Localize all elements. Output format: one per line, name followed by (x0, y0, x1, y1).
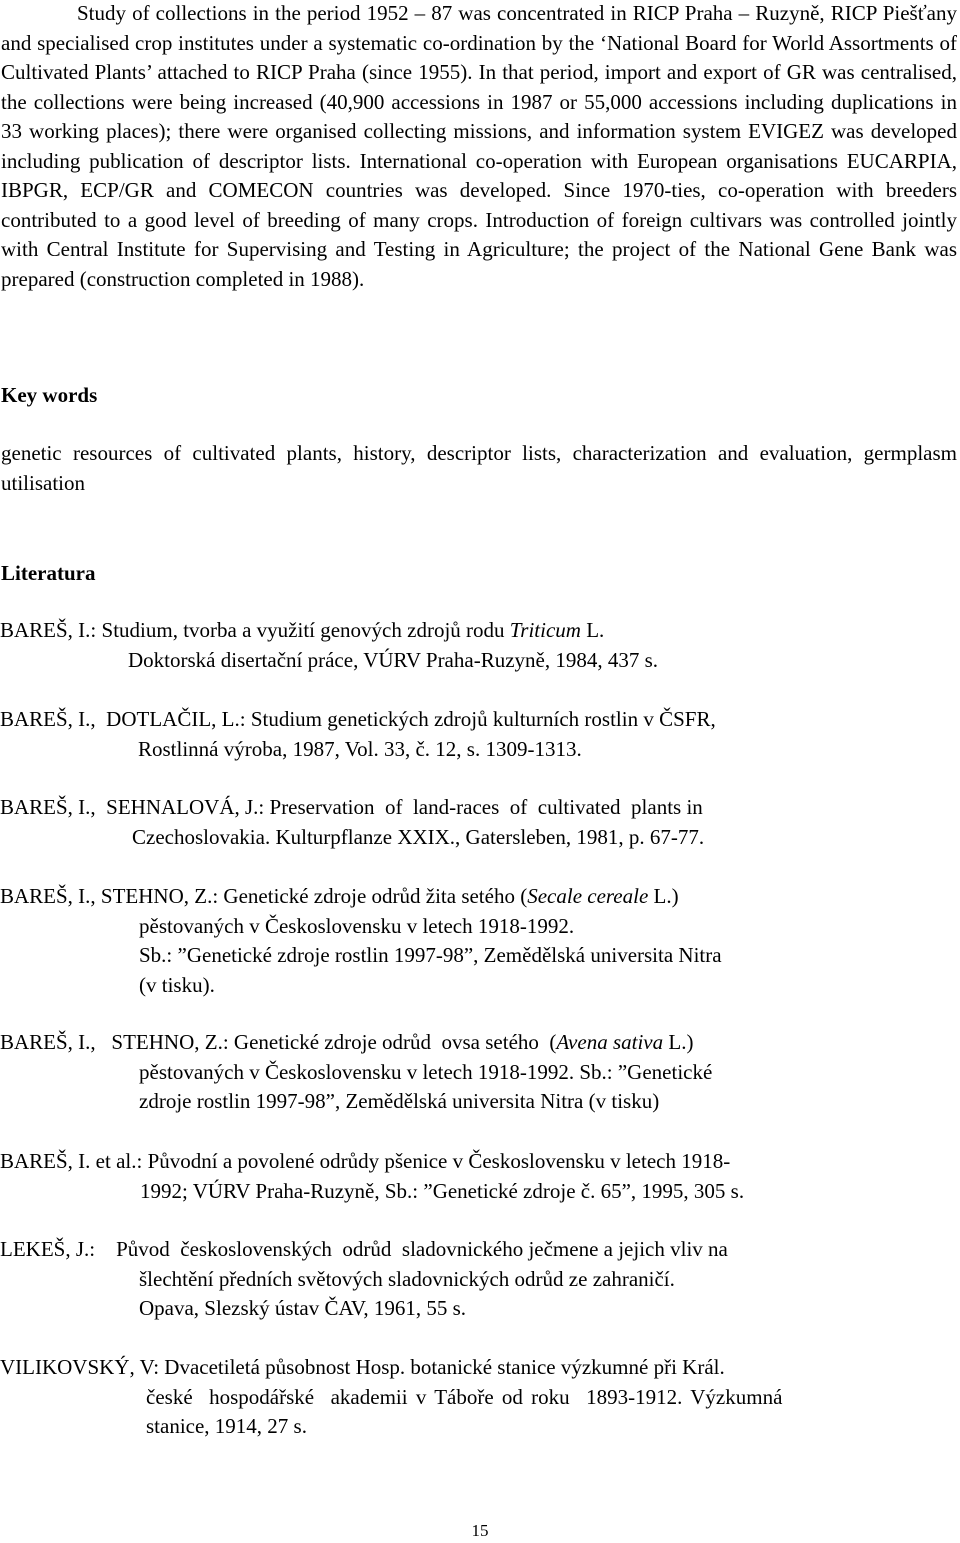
reference-line: stanice, 1914, 27 s. (146, 1414, 307, 1438)
reference-line: pěstovaných v Československu v letech 1918-1992. (139, 913, 575, 938)
reference-line: LEKEŠ, J.: Původ československých odrůd sladovnického ječmene a jejich vliv na (0, 1237, 728, 1261)
page-number: 15 (471, 1521, 489, 1540)
reference-line: pěstovaných v Československu v letech 1918-1992. Sb.: ”Genetické (139, 1059, 713, 1084)
reference-item (0, 1235, 728, 1324)
keywords-text: genetic resources of cultivated plants, history, descriptor lists, characterization and evaluation, germplasm utilisation (1, 441, 957, 495)
reference-line: BAREŠ, I., STEHNO, Z.: Genetické zdroje odrůd žita setého (Secale cereale L.) (0, 884, 679, 908)
reference-item (0, 1147, 744, 1206)
reference-line: Sb.: ”Genetické zdroje rostlin 1997-98”, Zemědělská universita Nitra (139, 943, 722, 967)
reference-item (0, 1028, 712, 1117)
reference-line: Czechoslovakia. Kulturpflanze XXIX., Gatersleben, 1981, p. 67-77. (132, 824, 705, 849)
reference-line: Doktorská disertační práce, VÚRV Praha-Ruzyně, 1984, 437 s. (128, 647, 659, 672)
reference-line: 1992; VÚRV Praha-Ruzyně, Sb.: ”Genetické zdroje č. 65”, 1995, 305 s. (140, 1178, 745, 1203)
reference-line: BAREŠ, I., SEHNALOVÁ, J.: Preservation of land-races of cultivated plants in (0, 795, 703, 819)
reference-item (0, 616, 658, 675)
reference-item (0, 705, 716, 764)
reference-line: VILIKOVSKÝ, V: Dvacetiletá působnost Hosp. botanické stanice výzkumné při Král. (0, 1355, 725, 1379)
reference-line: (v tisku). (139, 972, 215, 997)
keywords-heading: Key words (1, 383, 98, 407)
reference-line: zdroje rostlin 1997-98”, Zemědělská universita Nitra (v tisku) (139, 1089, 660, 1113)
reference-line: BAREŠ, I. et al.: Původní a povolené odrůdy pšenice v Československu v letech 1918- (0, 1149, 731, 1173)
latin-name: Avena sativa (556, 1030, 664, 1054)
reference-line: Opava, Slezský ústav ČAV, 1961, 55 s. (139, 1296, 467, 1320)
reference-item (0, 793, 704, 852)
latin-name: Triticum (509, 618, 581, 642)
abstract-paragraph: Study of collections in the period 1952 – 87 was concentrated in RICP Praha – Ruzyně, RICP Piešťany and specialised crop institutes under a systematic co-ordination by the ‘National Board for World Assortments of Cultivated Plants’ attached to RICP Praha (since 1955). In that period, import and export of GR was centralised, the collections were being increased (40,900 accessions in 1987 or 55,000 accessions including duplications in 33 working places); there were organised collecting missions, and information system EVIGEZ was developed including publication of descriptor lists. International co-operation with European organisations EUCARPIA, IBPGR, ECP/GR and COMECON countries was developed. Since 1970-ties, co-operation with breeders contributed to a good level of breeding of many crops. Introduction of foreign cultivars was controlled jointly with Central Institute for Supervising and Testing in Agriculture; the project of the National Gene Bank was prepared (construction completed in 1988). (1, 1, 957, 291)
reference-item (0, 882, 722, 1000)
reference-line: BAREŠ, I.: Studium, tvorba a využití genových zdrojů rodu Triticum L. (0, 618, 605, 642)
latin-name: Secale cereale (527, 884, 649, 908)
reference-line: BAREŠ, I., STEHNO, Z.: Genetické zdroje odrůd ovsa setého (Avena sativa L.) (0, 1030, 694, 1054)
literature-heading: Literatura (1, 561, 96, 585)
reference-item (0, 1353, 782, 1442)
reference-line: BAREŠ, I., DOTLAČIL, L.: Studium genetických zdrojů kulturních rostlin v ČSFR, (0, 707, 716, 731)
reference-line: Rostlinná výroba, 1987, Vol. 33, č. 12, s. 1309-1313. (138, 736, 582, 761)
reference-line: české hospodářské akademii v Táboře od roku 1893-1912. Výzkumná (146, 1384, 783, 1409)
reference-line: šlechtění předních světových sladovnických odrůd ze zahraničí. (139, 1266, 675, 1291)
